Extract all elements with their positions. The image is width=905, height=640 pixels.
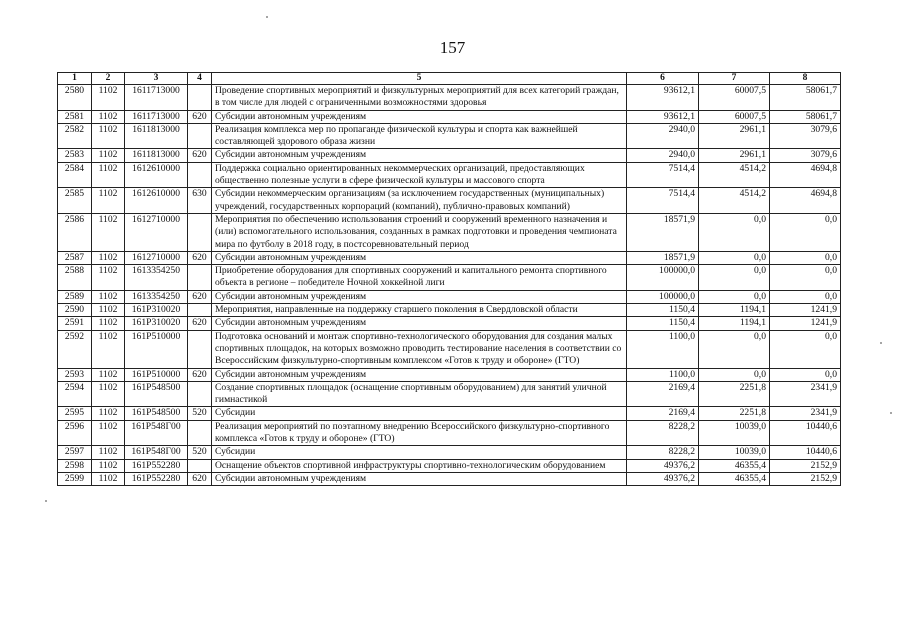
item-name: Реализация комплекса мер по пропаганде физической культуры и спорта как важнейшей составляющей здорового образа жизни <box>212 123 627 149</box>
row-number: 2592 <box>58 330 92 368</box>
amount-col7: 10039,0 <box>699 446 770 459</box>
expense-type: 620 <box>188 110 212 123</box>
section-code: 1102 <box>92 265 125 291</box>
amount-col8: 2152,9 <box>770 459 841 472</box>
target-code: 161P310020 <box>125 317 188 330</box>
amount-col7: 1194,1 <box>699 304 770 317</box>
item-name: Субсидии автономным учреждениям <box>212 251 627 264</box>
item-name: Проведение спортивных мероприятий и физкультурных мероприятий для всех категорий граждан, в том числе для людей с ограниченными возможностями здоровья <box>212 85 627 111</box>
amount-col8: 0,0 <box>770 368 841 381</box>
amount-col6: 49376,2 <box>627 459 699 472</box>
expense-type: 620 <box>188 290 212 303</box>
table-row <box>58 213 841 251</box>
section-code: 1102 <box>92 162 125 188</box>
table-row <box>58 330 841 368</box>
expense-type <box>188 304 212 317</box>
amount-col6: 100000,0 <box>627 265 699 291</box>
amount-col6: 7514,4 <box>627 188 699 214</box>
table-row <box>58 407 841 420</box>
item-name: Реализация мероприятий по поэтапному внедрению Всероссийского физкультурно-спортивного комплекса «Готов к труду и обороне» (ГТО) <box>212 420 627 446</box>
target-code: 1611813000 <box>125 123 188 149</box>
table-row <box>58 317 841 330</box>
section-code: 1102 <box>92 85 125 111</box>
expense-type: 620 <box>188 149 212 162</box>
header-cell: 6 <box>627 73 699 85</box>
target-code: 1612710000 <box>125 251 188 264</box>
target-code: 1612610000 <box>125 162 188 188</box>
amount-col8: 0,0 <box>770 330 841 368</box>
amount-col8: 2341,9 <box>770 381 841 407</box>
section-code: 1102 <box>92 290 125 303</box>
target-code: 1613354250 <box>125 290 188 303</box>
row-number: 2585 <box>58 188 92 214</box>
expense-type: 630 <box>188 188 212 214</box>
scan-speck <box>890 412 892 414</box>
row-number: 2599 <box>58 472 92 485</box>
section-code: 1102 <box>92 381 125 407</box>
amount-col8: 10440,6 <box>770 446 841 459</box>
amount-col8: 2341,9 <box>770 407 841 420</box>
item-name: Субсидии автономным учреждениям <box>212 317 627 330</box>
target-code: 161P310020 <box>125 304 188 317</box>
expense-type <box>188 162 212 188</box>
table-row <box>58 368 841 381</box>
amount-col7: 0,0 <box>699 213 770 251</box>
row-number: 2584 <box>58 162 92 188</box>
amount-col6: 2169,4 <box>627 381 699 407</box>
table-row <box>58 123 841 149</box>
section-code: 1102 <box>92 188 125 214</box>
item-name: Оснащение объектов спортивной инфраструктуры спортивно-технологическим оборудованием <box>212 459 627 472</box>
amount-col6: 1150,4 <box>627 317 699 330</box>
amount-col8: 4694,8 <box>770 188 841 214</box>
amount-col8: 0,0 <box>770 290 841 303</box>
row-number: 2587 <box>58 251 92 264</box>
target-code: 1611713000 <box>125 110 188 123</box>
amount-col8: 58061,7 <box>770 85 841 111</box>
row-number: 2597 <box>58 446 92 459</box>
scan-speck <box>266 16 268 18</box>
row-number: 2594 <box>58 381 92 407</box>
target-code: 161P548500 <box>125 381 188 407</box>
amount-col8: 10440,6 <box>770 420 841 446</box>
expense-type <box>188 123 212 149</box>
amount-col7: 60007,5 <box>699 85 770 111</box>
table-row <box>58 188 841 214</box>
expense-type: 520 <box>188 407 212 420</box>
table-row <box>58 110 841 123</box>
row-number: 2598 <box>58 459 92 472</box>
expense-type: 620 <box>188 317 212 330</box>
expense-type: 620 <box>188 251 212 264</box>
amount-col6: 8228,2 <box>627 446 699 459</box>
amount-col8: 0,0 <box>770 265 841 291</box>
amount-col7: 60007,5 <box>699 110 770 123</box>
header-cell: 3 <box>125 73 188 85</box>
amount-col8: 3079,6 <box>770 149 841 162</box>
target-code: 161P510000 <box>125 368 188 381</box>
table-row <box>58 290 841 303</box>
amount-col6: 2940,0 <box>627 149 699 162</box>
table-row <box>58 251 841 264</box>
row-number: 2580 <box>58 85 92 111</box>
section-code: 1102 <box>92 123 125 149</box>
amount-col8: 2152,9 <box>770 472 841 485</box>
item-name: Субсидии <box>212 407 627 420</box>
table-row <box>58 149 841 162</box>
header-cell: 7 <box>699 73 770 85</box>
expense-type: 620 <box>188 368 212 381</box>
amount-col6: 18571,9 <box>627 251 699 264</box>
amount-col8: 1241,9 <box>770 304 841 317</box>
amount-col7: 2961,1 <box>699 123 770 149</box>
header-cell: 8 <box>770 73 841 85</box>
section-code: 1102 <box>92 304 125 317</box>
amount-col7: 10039,0 <box>699 420 770 446</box>
row-number: 2593 <box>58 368 92 381</box>
item-name: Поддержка социально ориентированных некоммерческих организаций, предоставляющих общественно полезные услуги в сфере физической культуры и массового спорта <box>212 162 627 188</box>
table-row <box>58 459 841 472</box>
header-row <box>58 73 841 85</box>
expense-type <box>188 265 212 291</box>
section-code: 1102 <box>92 251 125 264</box>
section-code: 1102 <box>92 368 125 381</box>
header-cell: 5 <box>212 73 627 85</box>
amount-col7: 2251,8 <box>699 407 770 420</box>
section-code: 1102 <box>92 317 125 330</box>
amount-col6: 93612,1 <box>627 110 699 123</box>
item-name: Мероприятия, направленные на поддержку старшего поколения в Свердловской области <box>212 304 627 317</box>
table-body <box>58 85 841 486</box>
expense-type <box>188 420 212 446</box>
row-number: 2582 <box>58 123 92 149</box>
amount-col7: 46355,4 <box>699 472 770 485</box>
target-code: 1611713000 <box>125 85 188 111</box>
row-number: 2596 <box>58 420 92 446</box>
table-row <box>58 265 841 291</box>
row-number: 2591 <box>58 317 92 330</box>
amount-col8: 0,0 <box>770 251 841 264</box>
section-code: 1102 <box>92 407 125 420</box>
page-number: 157 <box>439 38 466 57</box>
item-name: Мероприятия по обеспечению использования строений и сооружений временного назначения и (или) вспомогательного использования, созданных в рамках подготовки и проведения чемпионата мира по футболу в 2018 году, в постсоревновательный период <box>212 213 627 251</box>
expense-type <box>188 459 212 472</box>
section-code: 1102 <box>92 330 125 368</box>
item-name: Субсидии автономным учреждениям <box>212 110 627 123</box>
amount-col7: 0,0 <box>699 265 770 291</box>
amount-col7: 4514,2 <box>699 188 770 214</box>
target-code: 1611813000 <box>125 149 188 162</box>
item-name: Субсидии автономным учреждениям <box>212 472 627 485</box>
amount-col6: 1100,0 <box>627 330 699 368</box>
budget-table <box>57 72 841 486</box>
section-code: 1102 <box>92 446 125 459</box>
item-name: Субсидии автономным учреждениям <box>212 149 627 162</box>
item-name: Субсидии <box>212 446 627 459</box>
amount-col7: 2251,8 <box>699 381 770 407</box>
item-name: Субсидии автономным учреждениям <box>212 290 627 303</box>
row-number: 2589 <box>58 290 92 303</box>
expense-type <box>188 330 212 368</box>
amount-col6: 8228,2 <box>627 420 699 446</box>
amount-col6: 1150,4 <box>627 304 699 317</box>
scan-speck <box>880 342 882 344</box>
amount-col7: 2961,1 <box>699 149 770 162</box>
row-number: 2581 <box>58 110 92 123</box>
amount-col6: 93612,1 <box>627 85 699 111</box>
amount-col6: 49376,2 <box>627 472 699 485</box>
header-cell: 2 <box>92 73 125 85</box>
amount-col7: 0,0 <box>699 368 770 381</box>
table-row <box>58 381 841 407</box>
amount-col7: 0,0 <box>699 251 770 264</box>
item-name: Приобретение оборудования для спортивных сооружений и капитального ремонта спортивного объекта в регионе – победителе Ночной хоккейной лиги <box>212 265 627 291</box>
table-row <box>58 472 841 485</box>
header-cell: 4 <box>188 73 212 85</box>
amount-col7: 1194,1 <box>699 317 770 330</box>
expense-type <box>188 85 212 111</box>
row-number: 2588 <box>58 265 92 291</box>
amount-col7: 0,0 <box>699 290 770 303</box>
section-code: 1102 <box>92 472 125 485</box>
item-name: Подготовка оснований и монтаж спортивно-технологического оборудования для создания малых спортивных площадок, на которых возможно проводить тестирование населения в соответствии со Всероссийским физкультурно-спортивным комплексом «Готов к труду и обороне» (ГТО) <box>212 330 627 368</box>
amount-col7: 0,0 <box>699 330 770 368</box>
target-code: 161P552280 <box>125 459 188 472</box>
table-row <box>58 162 841 188</box>
amount-col6: 18571,9 <box>627 213 699 251</box>
amount-col8: 58061,7 <box>770 110 841 123</box>
target-code: 161P548Г00 <box>125 446 188 459</box>
item-name: Субсидии некоммерческим организациям (за исключением государственных (муниципальных) учреждений, государственных корпораций (компаний), публично-правовых компаний) <box>212 188 627 214</box>
header-cell: 1 <box>58 73 92 85</box>
target-code: 1613354250 <box>125 265 188 291</box>
amount-col8: 0,0 <box>770 213 841 251</box>
target-code: 161P510000 <box>125 330 188 368</box>
amount-col8: 4694,8 <box>770 162 841 188</box>
target-code: 1612710000 <box>125 213 188 251</box>
section-code: 1102 <box>92 459 125 472</box>
table-row <box>58 446 841 459</box>
row-number: 2595 <box>58 407 92 420</box>
expense-type: 620 <box>188 472 212 485</box>
expense-type <box>188 213 212 251</box>
table-row <box>58 420 841 446</box>
amount-col6: 7514,4 <box>627 162 699 188</box>
target-code: 1612610000 <box>125 188 188 214</box>
section-code: 1102 <box>92 110 125 123</box>
expense-type: 520 <box>188 446 212 459</box>
amount-col6: 1100,0 <box>627 368 699 381</box>
item-name: Создание спортивных площадок (оснащение спортивным оборудованием) для занятий уличной гимнастикой <box>212 381 627 407</box>
row-number: 2583 <box>58 149 92 162</box>
item-name: Субсидии автономным учреждениям <box>212 368 627 381</box>
table-row <box>58 304 841 317</box>
table-row <box>58 85 841 111</box>
amount-col6: 2169,4 <box>627 407 699 420</box>
amount-col8: 1241,9 <box>770 317 841 330</box>
target-code: 161P548500 <box>125 407 188 420</box>
amount-col6: 100000,0 <box>627 290 699 303</box>
target-code: 161P548Г00 <box>125 420 188 446</box>
expense-type <box>188 381 212 407</box>
amount-col7: 46355,4 <box>699 459 770 472</box>
section-code: 1102 <box>92 213 125 251</box>
scan-speck <box>45 500 47 502</box>
amount-col8: 3079,6 <box>770 123 841 149</box>
row-number: 2590 <box>58 304 92 317</box>
section-code: 1102 <box>92 149 125 162</box>
target-code: 161P552280 <box>125 472 188 485</box>
section-code: 1102 <box>92 420 125 446</box>
row-number: 2586 <box>58 213 92 251</box>
amount-col6: 2940,0 <box>627 123 699 149</box>
amount-col7: 4514,2 <box>699 162 770 188</box>
